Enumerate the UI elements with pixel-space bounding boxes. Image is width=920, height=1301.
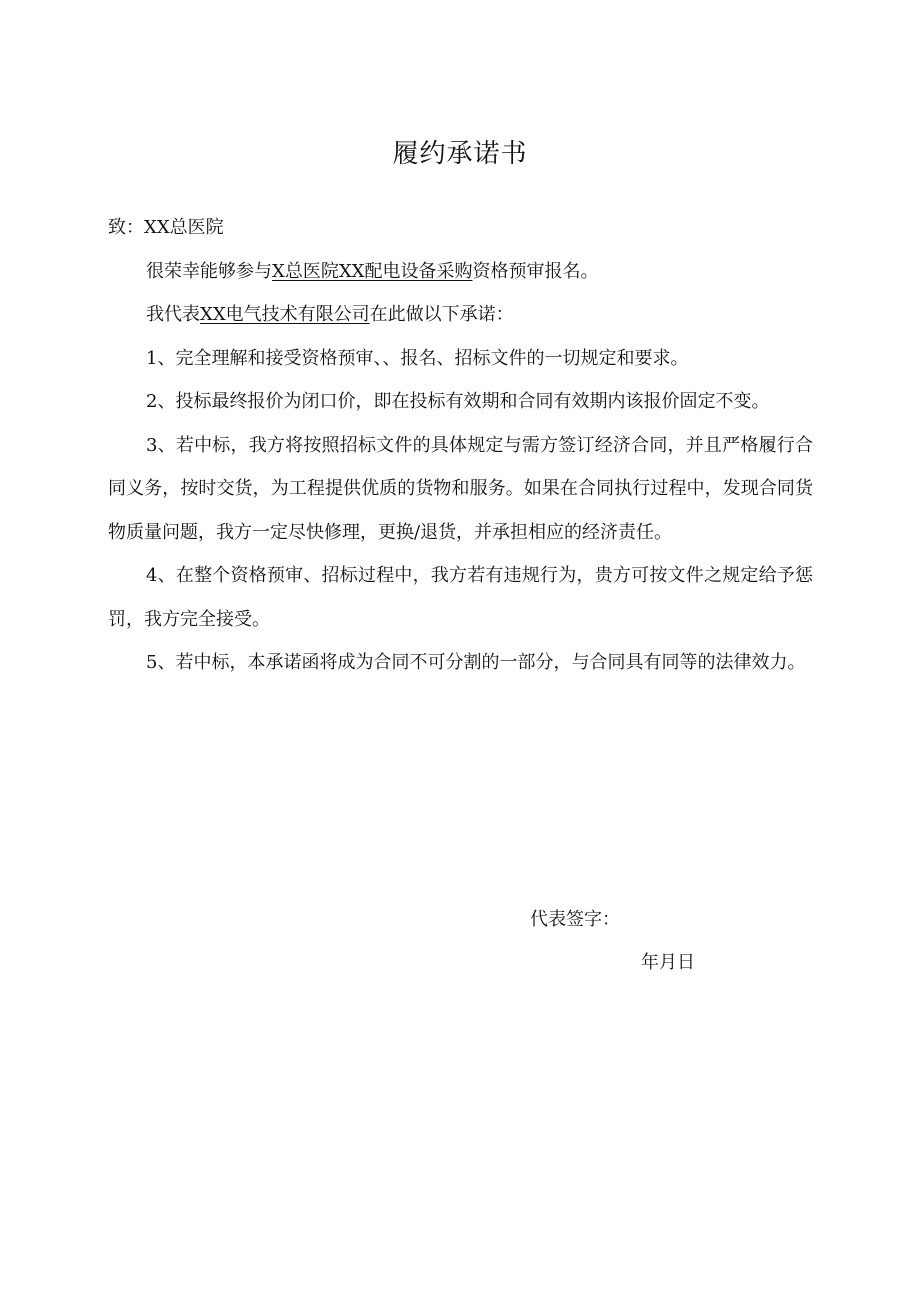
intro-prefix: 很荣幸能够参与 xyxy=(146,260,272,282)
representation-prefix: 我代表 xyxy=(146,304,200,325)
document-body xyxy=(108,206,813,685)
commitment-item-1: 1、完全理解和接受资格预审、、报名、招标文件的一切规定和要求。 xyxy=(146,347,689,369)
date-label: 年月日 xyxy=(641,952,695,973)
addressee: 致：XX总医院 xyxy=(108,217,224,238)
representation-paragraph xyxy=(108,293,813,337)
company-name: XX电气技术有限公司 xyxy=(200,304,370,325)
commitment-item-3: 3、若中标，我方将按照招标文件的具体规定与需方签订经济合同，并且严格履行合同义务，按时交货，为工程提供优质的货物和服务。如果在合同执行过程中，发现合同货物质量问题，我方一定尽快修理，更换/退货，并承担相应的经济责任。 xyxy=(108,434,813,543)
intro-suffix: 资格预审报名。 xyxy=(472,260,599,282)
commitment-item-5: 5、若中标，本承诺函将成为合同不可分割的一部分，与合同具有同等的法律效力。 xyxy=(146,652,806,673)
commitment-item-2: 2、投标最终报价为闭口价，即在投标有效期和合同有效期内该报价固定不变。 xyxy=(146,391,770,412)
project-name: X总医院XX配电设备采购 xyxy=(272,260,473,282)
intro-paragraph xyxy=(108,250,813,294)
representation-suffix: 在此做以下承诺： xyxy=(369,304,514,325)
document-title: 履约承诺书 xyxy=(392,139,528,169)
commitment-item-4: 4、在整个资格预审、招标过程中，我方若有违规行为，贵方可按文件之规定给予惩罚，我方完全接受。 xyxy=(108,565,813,630)
signature-label: 代表签字： xyxy=(530,909,620,930)
